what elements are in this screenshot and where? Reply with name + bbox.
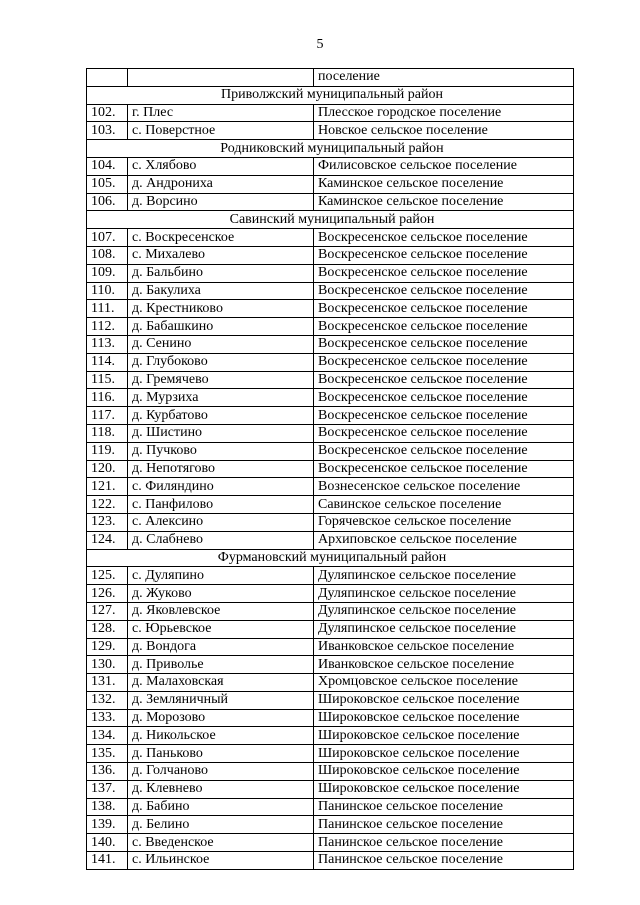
row-number-cell: 104. [87, 157, 128, 175]
row-number-cell: 108. [87, 246, 128, 264]
locality-cell: д. Бакулиха [128, 282, 314, 300]
locality-cell: с. Алексино [128, 513, 314, 531]
settlement-cell: Воскресенское сельское поселение [314, 282, 574, 300]
settlement-cell: Широковское сельское поселение [314, 709, 574, 727]
table-row [87, 389, 574, 407]
table-row [87, 727, 574, 745]
table-row [87, 246, 574, 264]
table-row [87, 460, 574, 478]
row-number-cell: 125. [87, 567, 128, 585]
row-number-cell: 139. [87, 816, 128, 834]
table-row [87, 229, 574, 247]
row-number-cell: 114. [87, 353, 128, 371]
settlement-cell: Воскресенское сельское поселение [314, 264, 574, 282]
settlement-cell: Панинское сельское поселение [314, 816, 574, 834]
table-row [87, 674, 574, 692]
row-number-cell: 126. [87, 585, 128, 603]
table-row [87, 602, 574, 620]
row-number-cell: 129. [87, 638, 128, 656]
continuation-row [87, 69, 574, 87]
table-row [87, 745, 574, 763]
row-number-cell: 136. [87, 763, 128, 781]
settlement-cell: Воскресенское сельское поселение [314, 229, 574, 247]
table-row [87, 157, 574, 175]
locality-cell: д. Малаховская [128, 674, 314, 692]
table-row [87, 104, 574, 122]
district-header-row [87, 211, 574, 229]
row-number-cell: 128. [87, 620, 128, 638]
row-number-cell: 119. [87, 442, 128, 460]
table-row [87, 691, 574, 709]
locality-cell: с. Юрьевское [128, 620, 314, 638]
table-row [87, 656, 574, 674]
row-number-cell: 137. [87, 780, 128, 798]
district-header-row [87, 549, 574, 567]
row-number-cell: 138. [87, 798, 128, 816]
locality-cell: д. Андрониха [128, 175, 314, 193]
row-number-cell: 135. [87, 745, 128, 763]
settlement-cell: Дуляпинское сельское поселение [314, 585, 574, 603]
table-row [87, 798, 574, 816]
settlement-cell: Филисовское сельское поселение [314, 157, 574, 175]
settlement-cell: Савинское сельское поселение [314, 496, 574, 514]
settlement-cell: Воскресенское сельское поселение [314, 300, 574, 318]
row-number-cell: 131. [87, 674, 128, 692]
settlement-cell: Панинское сельское поселение [314, 798, 574, 816]
table-row [87, 335, 574, 353]
table-body [87, 69, 574, 870]
table-row [87, 620, 574, 638]
settlement-cell: Воскресенское сельское поселение [314, 246, 574, 264]
locality-cell: д. Глубоково [128, 353, 314, 371]
row-number-cell: 105. [87, 175, 128, 193]
settlement-cell: Воскресенское сельское поселение [314, 460, 574, 478]
table-row [87, 353, 574, 371]
settlement-cell: Широковское сельское поселение [314, 780, 574, 798]
settlement-cell: Каминское сельское поселение [314, 193, 574, 211]
table-row [87, 585, 574, 603]
settlement-cell: Иванковское сельское поселение [314, 656, 574, 674]
table-row [87, 567, 574, 585]
settlement-cell: Дуляпинское сельское поселение [314, 567, 574, 585]
settlement-cell: Широковское сельское поселение [314, 727, 574, 745]
table-row [87, 193, 574, 211]
settlement-cell: Дуляпинское сельское поселение [314, 620, 574, 638]
table-row [87, 638, 574, 656]
locality-cell: д. Паньково [128, 745, 314, 763]
row-number-cell: 121. [87, 478, 128, 496]
settlement-cell: Воскресенское сельское поселение [314, 424, 574, 442]
table-row [87, 834, 574, 852]
locality-cell: д. Мурзиха [128, 389, 314, 407]
settlement-cell: Хромцовское сельское поселение [314, 674, 574, 692]
district-name: Родниковский муниципальный район [87, 140, 574, 158]
row-number-cell: 110. [87, 282, 128, 300]
locality-cell: д. Бабино [128, 798, 314, 816]
locality-cell: д. Бабашкино [128, 318, 314, 336]
row-number-cell: 124. [87, 531, 128, 549]
locality-cell: д. Жуково [128, 585, 314, 603]
settlement-cell: Воскресенское сельское поселение [314, 407, 574, 425]
row-number-cell: 109. [87, 264, 128, 282]
table-row [87, 763, 574, 781]
settlement-cell: поселение [314, 69, 574, 87]
settlement-cell: Воскресенское сельское поселение [314, 353, 574, 371]
district-header-row [87, 86, 574, 104]
district-name: Фурмановский муниципальный район [87, 549, 574, 567]
table-row [87, 531, 574, 549]
row-number-cell: 113. [87, 335, 128, 353]
row-number-cell: 116. [87, 389, 128, 407]
table-row [87, 264, 574, 282]
row-number-cell: 134. [87, 727, 128, 745]
settlement-cell: Широковское сельское поселение [314, 763, 574, 781]
locality-cell: д. Курбатово [128, 407, 314, 425]
locality-cell: д. Непотягово [128, 460, 314, 478]
table-row [87, 371, 574, 389]
settlement-cell: Панинское сельское поселение [314, 834, 574, 852]
settlement-cell: Панинское сельское поселение [314, 852, 574, 870]
row-number-cell: 117. [87, 407, 128, 425]
settlement-cell: Новское сельское поселение [314, 122, 574, 140]
table-row [87, 300, 574, 318]
locality-cell: д. Сенино [128, 335, 314, 353]
row-number-cell: 133. [87, 709, 128, 727]
locality-cell: д. Земляничный [128, 691, 314, 709]
row-number-cell: 122. [87, 496, 128, 514]
locality-cell: д. Приволье [128, 656, 314, 674]
row-number-cell [87, 69, 128, 87]
row-number-cell: 118. [87, 424, 128, 442]
table-row [87, 780, 574, 798]
table-row [87, 478, 574, 496]
locality-cell: д. Голчаново [128, 763, 314, 781]
row-number-cell: 112. [87, 318, 128, 336]
table-row [87, 496, 574, 514]
settlement-cell: Каминское сельское поселение [314, 175, 574, 193]
table-row [87, 424, 574, 442]
locality-cell: д. Морозово [128, 709, 314, 727]
table-row [87, 318, 574, 336]
table-row [87, 122, 574, 140]
locality-cell: д. Бальбино [128, 264, 314, 282]
row-number-cell: 103. [87, 122, 128, 140]
locality-cell: с. Ильинское [128, 852, 314, 870]
settlement-cell: Дуляпинское сельское поселение [314, 602, 574, 620]
row-number-cell: 115. [87, 371, 128, 389]
table-row [87, 852, 574, 870]
row-number-cell: 102. [87, 104, 128, 122]
locality-cell: д. Шистино [128, 424, 314, 442]
row-number-cell: 130. [87, 656, 128, 674]
table-row [87, 442, 574, 460]
locality-cell: д. Вондога [128, 638, 314, 656]
settlement-cell: Воскресенское сельское поселение [314, 389, 574, 407]
district-name: Приволжский муниципальный район [87, 86, 574, 104]
row-number-cell: 127. [87, 602, 128, 620]
table-row [87, 407, 574, 425]
locality-cell: д. Гремячево [128, 371, 314, 389]
locality-cell: д. Клевнево [128, 780, 314, 798]
locality-cell [128, 69, 314, 87]
row-number-cell: 120. [87, 460, 128, 478]
settlement-cell: Воскресенское сельское поселение [314, 442, 574, 460]
row-number-cell: 123. [87, 513, 128, 531]
row-number-cell: 106. [87, 193, 128, 211]
locality-cell: с. Хлябово [128, 157, 314, 175]
row-number-cell: 132. [87, 691, 128, 709]
settlement-cell: Воскресенское сельское поселение [314, 371, 574, 389]
locality-cell: с. Дуляпино [128, 567, 314, 585]
settlement-cell: Широковское сельское поселение [314, 691, 574, 709]
settlement-cell: Плесское городское поселение [314, 104, 574, 122]
locality-cell: г. Плес [128, 104, 314, 122]
locality-cell: с. Филяндино [128, 478, 314, 496]
locality-cell: с. Введенское [128, 834, 314, 852]
row-number-cell: 140. [87, 834, 128, 852]
settlement-cell: Вознесенское сельское поселение [314, 478, 574, 496]
district-name: Савинский муниципальный район [87, 211, 574, 229]
locality-cell: д. Яковлевское [128, 602, 314, 620]
settlement-cell: Архиповское сельское поселение [314, 531, 574, 549]
locality-cell: с. Михалево [128, 246, 314, 264]
settlement-cell: Воскресенское сельское поселение [314, 318, 574, 336]
table-row [87, 282, 574, 300]
row-number-cell: 141. [87, 852, 128, 870]
settlement-cell: Иванковское сельское поселение [314, 638, 574, 656]
locality-cell: с. Панфилово [128, 496, 314, 514]
district-header-row [87, 140, 574, 158]
table-row [87, 175, 574, 193]
locality-cell: с. Поверстное [128, 122, 314, 140]
row-number-cell: 111. [87, 300, 128, 318]
page-number: 5 [316, 37, 324, 52]
row-number-cell: 107. [87, 229, 128, 247]
locality-cell: д. Слабнево [128, 531, 314, 549]
table-row [87, 709, 574, 727]
locality-cell: д. Ворсино [128, 193, 314, 211]
settlement-cell: Воскресенское сельское поселение [314, 335, 574, 353]
table-row [87, 816, 574, 834]
settlements-table [86, 68, 574, 870]
locality-cell: д. Пучково [128, 442, 314, 460]
locality-cell: д. Белино [128, 816, 314, 834]
table-row [87, 513, 574, 531]
locality-cell: с. Воскресенское [128, 229, 314, 247]
settlement-cell: Широковское сельское поселение [314, 745, 574, 763]
locality-cell: д. Никольское [128, 727, 314, 745]
settlement-cell: Горячевское сельское поселение [314, 513, 574, 531]
locality-cell: д. Крестниково [128, 300, 314, 318]
